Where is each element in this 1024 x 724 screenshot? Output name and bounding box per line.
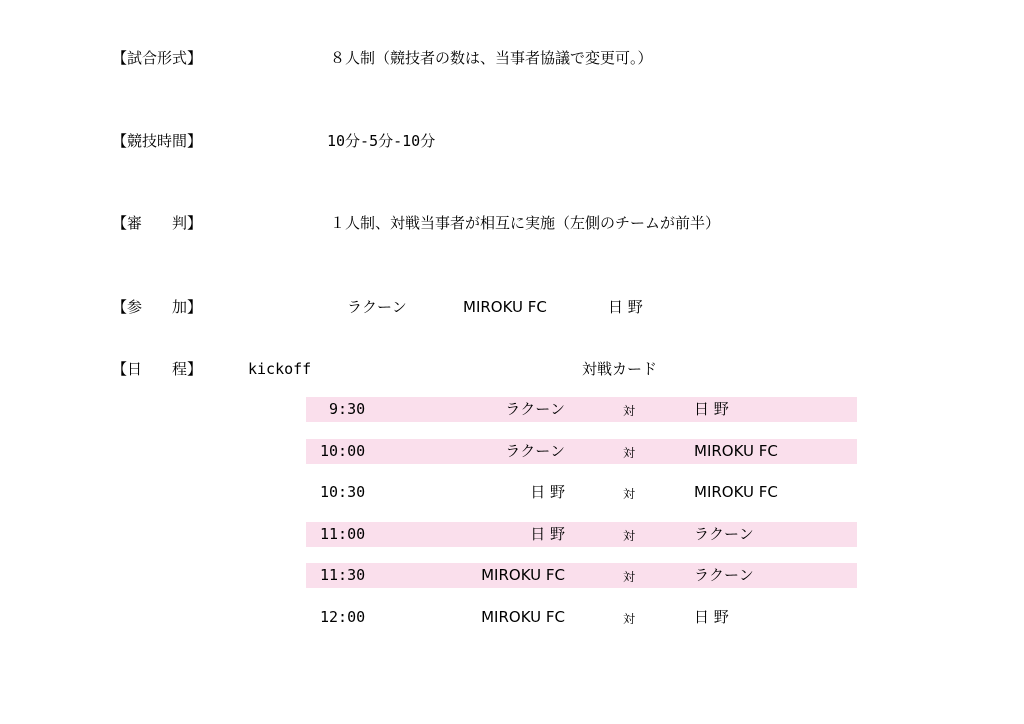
kickoff-time: 9:30 [320, 400, 366, 418]
versus-mark: 対 [623, 487, 636, 501]
away-team: MIROKU FC [694, 441, 778, 460]
table-row [306, 563, 857, 588]
away-team: 日 野 [694, 400, 729, 418]
format-label: 【試合形式】 [112, 49, 203, 67]
versus-mark: 対 [623, 404, 636, 418]
versus-mark: 対 [623, 528, 636, 543]
kickoff-time: 11:00 [320, 524, 366, 543]
home-team: MIROKU FC [481, 607, 565, 626]
duration-value: 10分-5分-10分 [327, 132, 436, 150]
kickoff-time: 10:30 [320, 483, 366, 501]
schedule-table [306, 397, 857, 646]
kickoff-time: 12:00 [320, 607, 366, 626]
versus-mark: 対 [623, 570, 636, 584]
table-row [306, 522, 857, 547]
kickoff-header: kickoff [248, 360, 312, 378]
participant-team: ラクーン [347, 298, 407, 316]
table-row [306, 480, 857, 505]
away-team: ラクーン [694, 524, 754, 543]
away-team: ラクーン [694, 566, 754, 584]
versus-mark: 対 [623, 445, 636, 460]
matchup-header: 対戦カード [582, 360, 658, 378]
participant-team: 日 野 [608, 298, 643, 316]
participant-team: MIROKU FC [463, 298, 547, 316]
schedule-label: 【日 程】 [112, 360, 203, 378]
duration-label: 【競技時間】 [112, 132, 203, 150]
home-team: 日 野 [530, 524, 565, 543]
away-team: 日 野 [694, 607, 729, 626]
versus-mark: 対 [623, 611, 636, 626]
table-row [306, 605, 857, 630]
home-team: ラクーン [505, 400, 565, 418]
table-row [306, 397, 857, 422]
format-value: ８人制（競技者の数は、当事者協議で変更可。） [330, 49, 653, 67]
referee-label: 【審 判】 [112, 214, 203, 232]
kickoff-time: 11:30 [320, 566, 366, 584]
home-team: ラクーン [505, 441, 565, 460]
away-team: MIROKU FC [694, 483, 778, 501]
home-team: 日 野 [530, 483, 565, 501]
home-team: MIROKU FC [481, 566, 565, 584]
kickoff-time: 10:00 [320, 441, 366, 460]
referee-value: １人制、対戦当事者が相互に実施（左側のチームが前半） [330, 214, 721, 232]
table-row [306, 439, 857, 464]
participants-label: 【参 加】 [112, 298, 203, 316]
